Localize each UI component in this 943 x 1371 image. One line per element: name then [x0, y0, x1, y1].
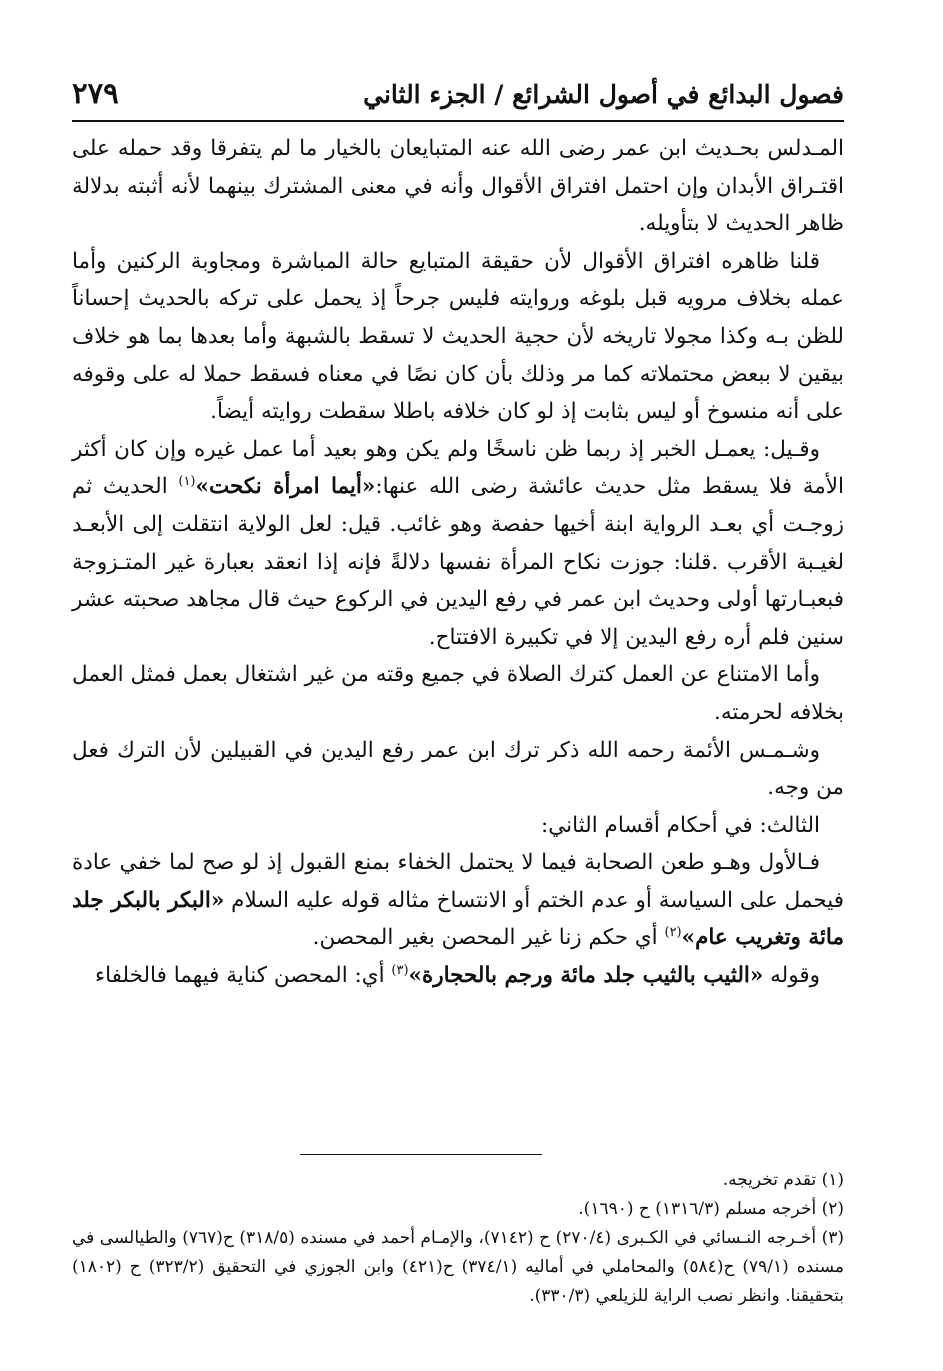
paragraph-8	[72, 957, 844, 995]
footnote-3: (٣) أخـرجه النـسائي في الكـبرى (٢٧٠/٤) ح (٧١٤٢)، والإمـام أحمد في مسنده (٣١٨/٥) ح(٧٦٧) والطيالسى في مسنده (٧٩/١) ح(٥٨٤) والمحاملي في أماليه (٣٧٤/١) ح(٤٢١) وابن الجوزي في التحقيق (٣٢٣/٢) ح (١٨٠٢) بتحقيقنا. وانظر نصب الراية للزيلعي (٣٣٠/٣).	[72, 1228, 844, 1306]
paragraph-8-text-b: أي: المحصن كناية فيهما فالخلفاء	[94, 963, 385, 989]
paragraph-1: المـدلس بحـديث ابن عمر رضى الله عنه المتبايعان بالخيار ما لم يتفرقا وقد حمله على اقتـراق الأبدان وإن احتمل افتراق الأقوال وأنه في معنى المشترك بينهما لأنه أثبته بدلالة ظاهر الحديث لا بتأويله.	[72, 136, 844, 237]
paragraph-8-text-a: وقوله	[770, 963, 820, 989]
paragraph-3-text-b: الحديث ثم زوجـت أي بعـد الرواية ابنة أخيها حفصة وهو غائب. قيل: لعل الولاية انتقلت إلى الأبعـد لغيـبة الأقرب .قلنا: جوزت نكاح المرأة نفسها دلالةً فإنه إذا انعقد بعبارة غير المتـزوجة فبعبـارتها أولى وحديث ابن عمر في رفع اليدين في الركوع حيث قال مجاهد صحبته عشر سنين فلم أره رفع اليدين إلا في تكبيرة الافتتاح.	[72, 474, 844, 650]
hadith-quote-3: «الثيب بالثيب جلد مائة ورجم بالحجارة»	[408, 963, 764, 989]
page	[72, 70, 844, 995]
footnote-divider	[300, 1154, 542, 1155]
footnote-ref-3: (٣)	[391, 962, 409, 978]
paragraph-5: وشـمـس الأئمة رحمه الله ذكر ترك ابن عمر رفع اليدين في القبيلين لأن الترك فعل من وجه.	[72, 737, 844, 801]
hadith-quote-2: «البكر بالبكر جلد مائة وتغريب عام»	[72, 887, 844, 951]
paragraph-2: قلنا ظاهره افتراق الأقوال لأن حقيقة المتبايع حالة المباشرة ومجاوبة الركنين وأما عمله بخلاف مرويه قبل بلوغه وروايته فليس جرحاً إذ يحمل على تركه بالحديث إحساناً للظن بـه وكذا مجولا تاريخه لأن حجية الحديث لا تسقط بالشبهة وأما بعدها بما هو خلاف بيقين لا ببعض محتملاته كما مر وذلك بأن كان نصًا في معناه فسقط حملا له على وقوفه على أنه منسوخ أو ليس بثابت إذ لو كان خلافه باطلا سقطت روايته أيضاً.	[72, 248, 844, 425]
paragraph-3	[72, 431, 844, 657]
main-text	[72, 130, 844, 995]
footnotes	[72, 1166, 844, 1311]
footnote-2: (٢) أخرجه مسلم (١٣١٦/٣) ح (١٦٩٠).	[578, 1199, 844, 1219]
footnote-1: (١) تقدم تخريجه.	[722, 1170, 844, 1190]
paragraph-3-text-a: وقـيل: يعمـل الخبر إذ ربما ظن ناسخًا ولم يكن وهو بعيد أما عمل غيره وإن كان أكثر الأمة فلا يسقط مثل حديث عائشة رضى الله عنها:	[72, 436, 844, 500]
paragraph-7	[72, 844, 844, 957]
page-number: ٢٧٩	[72, 76, 119, 110]
running-header	[72, 70, 844, 122]
footnote-ref-2: (٢)	[664, 925, 682, 941]
hadith-quote-1: «أيما امرأة نكحت»	[195, 474, 376, 500]
section-heading: الثالث: في أحكام أقسام الثاني:	[540, 812, 820, 838]
paragraph-7-text-b: أي حكم زنا غير المحصن بغير المحصن.	[312, 925, 658, 951]
header-title: فصول البدائع في أصول الشرائع / الجزء الثاني	[363, 80, 844, 109]
paragraph-7-text-a: فـالأول وهـو طعن الصحابة فيما لا يحتمل الخفاء بمنع القبول إذ لو صح لما خفي عادة فيحمل على السياسة أو عدم الختم أو الانتساخ مثاله قوله عليه السلام	[72, 850, 844, 913]
paragraph-4: وأما الامتناع عن العمل كترك الصلاة في جميع وقته من غير اشتغال بعمل فمثل العمل بخلافه لحرمته.	[72, 662, 844, 725]
footnote-ref-1: (١)	[178, 474, 196, 490]
